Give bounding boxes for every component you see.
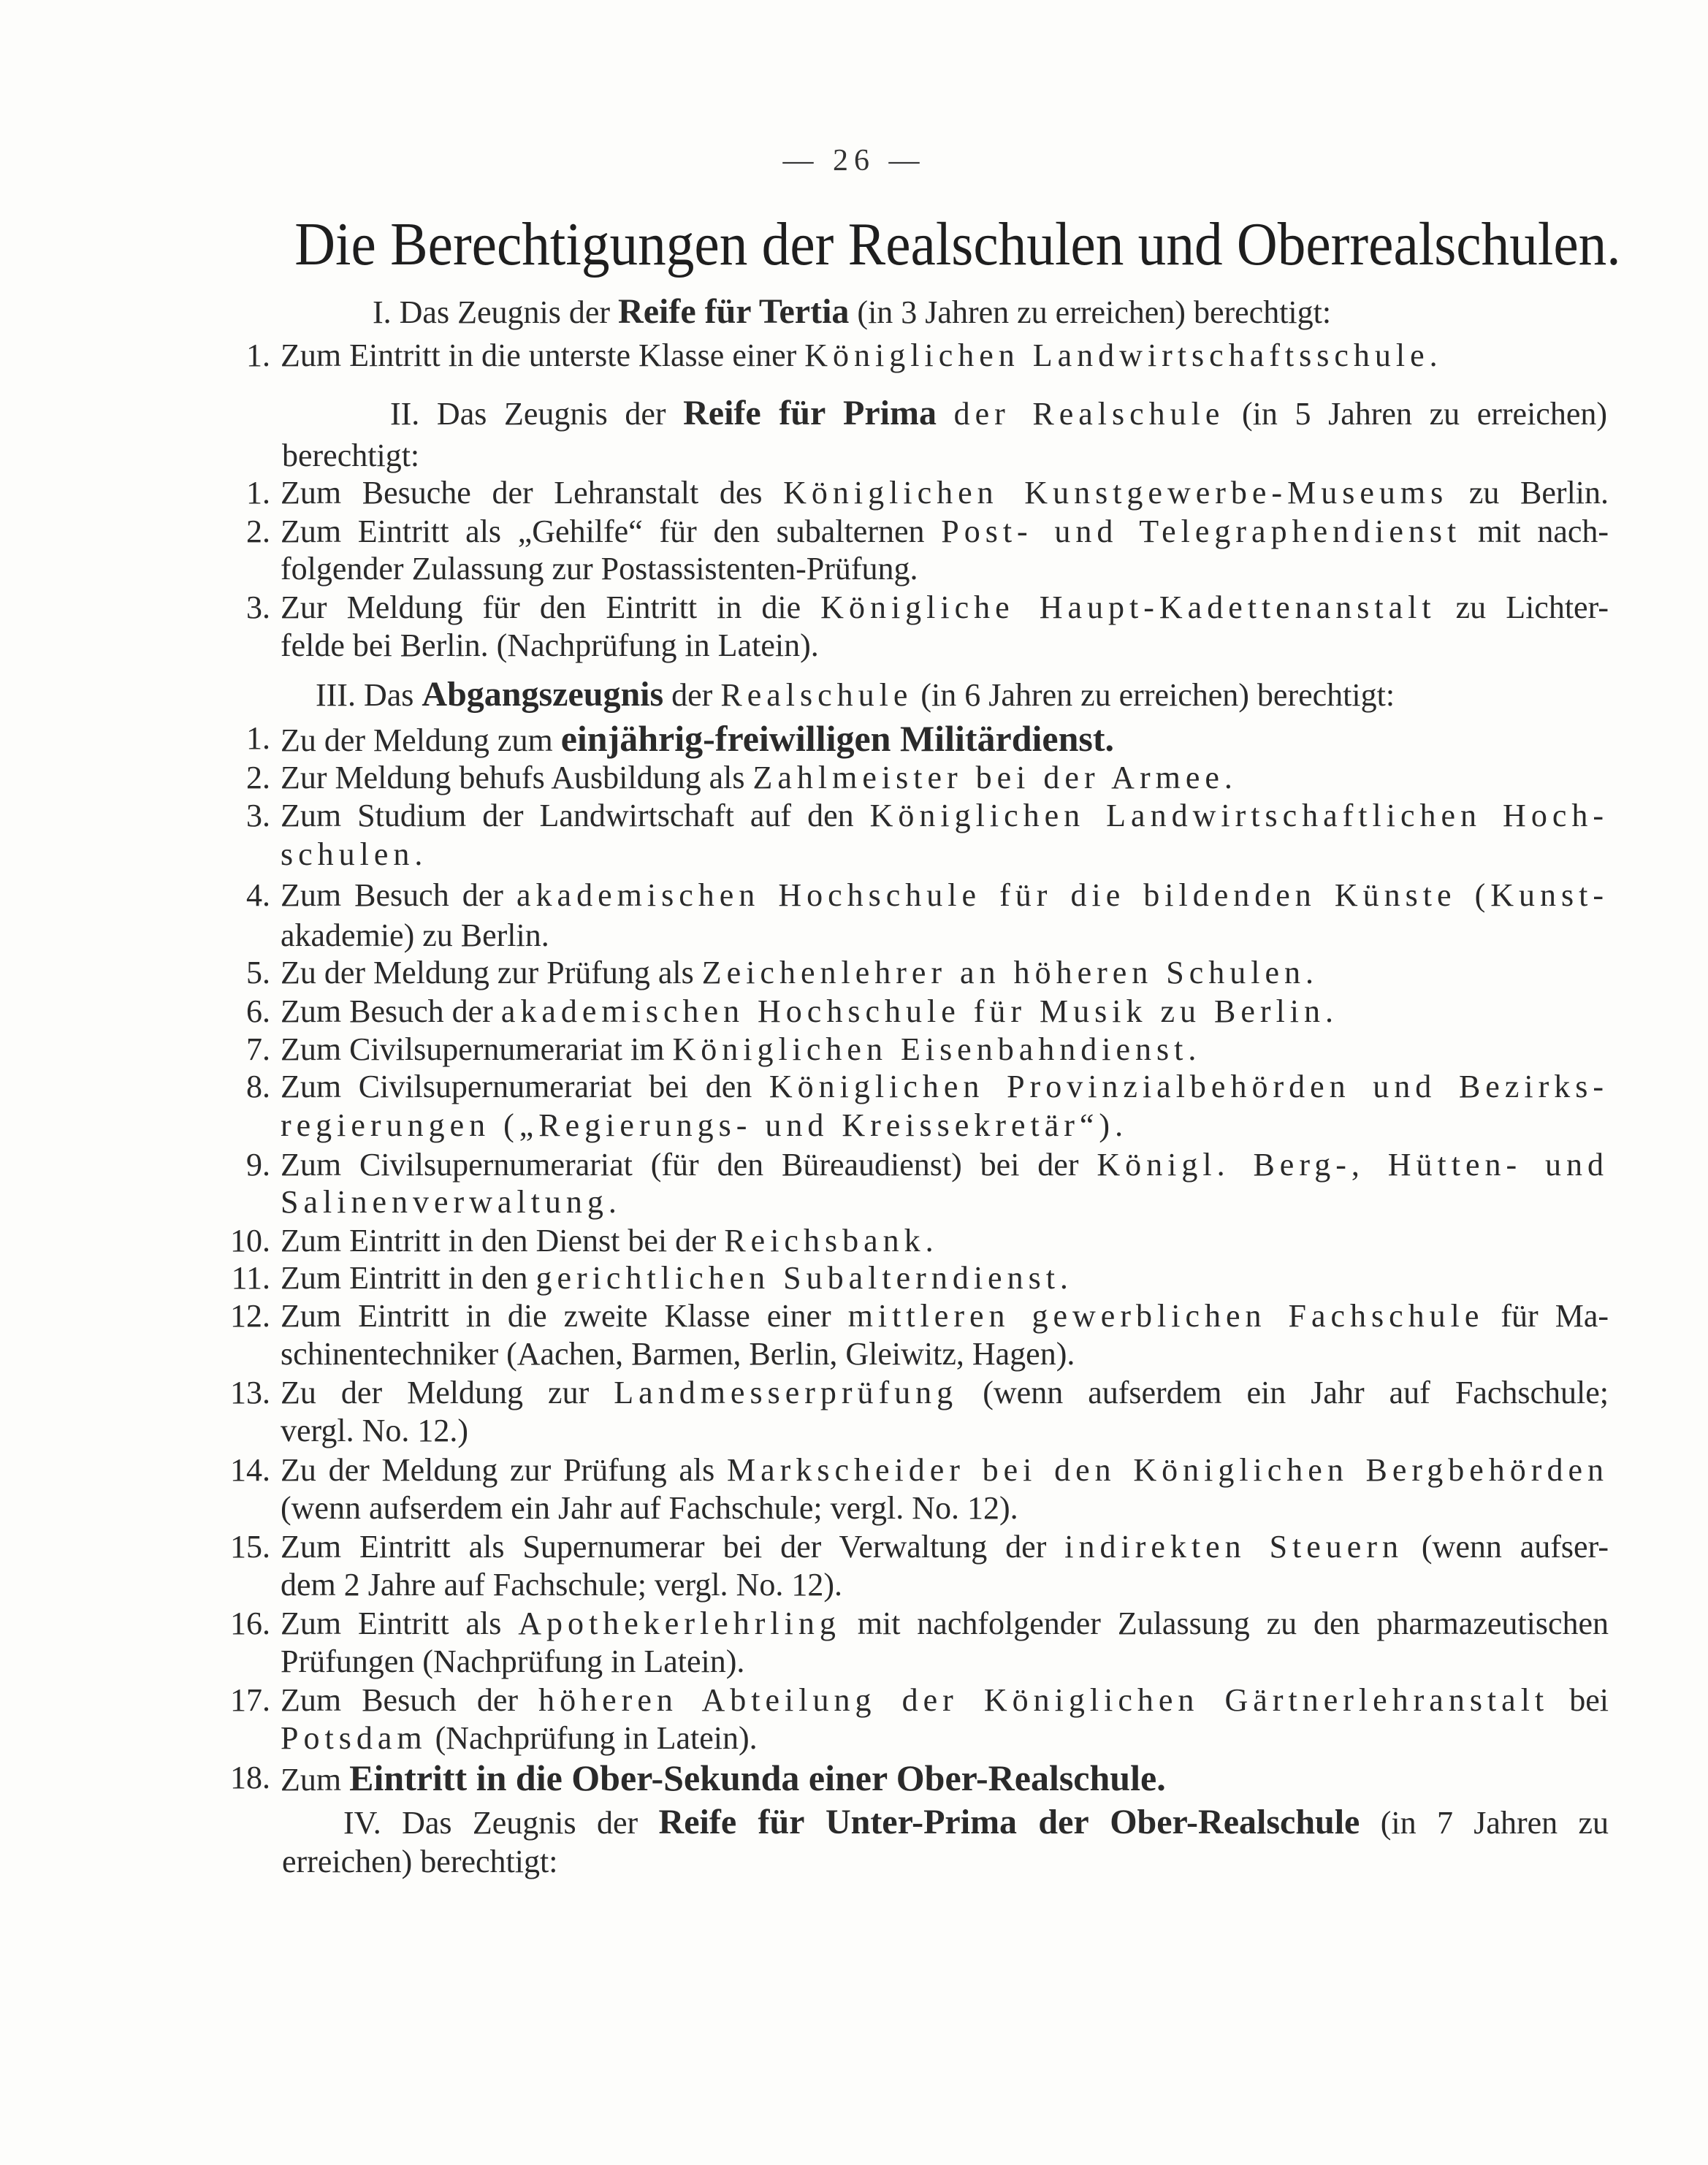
list-item: 2. Zum Eintritt als „Gehilfe“ für den subalternen Post- und Telegraphendienst mit nach- bbox=[246, 513, 1609, 549]
list-item-cont: Prüfungen (Nachprüfung in Latein). bbox=[281, 1643, 745, 1679]
list-item: 16. Zum Eintritt als Apothekerlehrling mit nachfolgender Zulassung zu den pharmazeutischen bbox=[230, 1605, 1609, 1641]
list-item-cont: dem 2 Jahre auf Fachschule; vergl. No. 12). bbox=[281, 1567, 842, 1603]
list-item: 5. Zu der Meldung zur Prüfung als Zeichenlehrer an höheren Schulen. bbox=[246, 955, 1319, 990]
list-item: 17. Zum Besuch der höheren Abteilung der Königlichen Gärtnerlehranstalt bei bbox=[230, 1682, 1609, 1718]
list-item: 15. Zum Eintritt als Supernumerar bei der Verwaltung der indirekten Steuern (wenn aufser- bbox=[230, 1529, 1609, 1565]
list-item: 8. Zum Civilsupernumerariat bei den Königlichen Provinzialbehörden und Bezirks- bbox=[246, 1069, 1609, 1104]
section-2-intro-cont: berechtigt: bbox=[282, 438, 420, 473]
section-2-intro: II. Das Zeugnis der Reife für Prima der Realschule (in 5 Jahren zu erreichen) bbox=[390, 394, 1607, 432]
page-title: Die Berechtigungen der Realschulen und Oberrealschulen. bbox=[294, 210, 1621, 278]
list-item: 11. Zum Eintritt in den gerichtlichen Subalterndienst. bbox=[231, 1260, 1073, 1296]
section-4-intro: IV. Das Zeugnis der Reife für Unter-Prima der Ober-Realschule (in 7 Jahren zu bbox=[343, 1803, 1609, 1841]
list-item: 10. Zum Eintritt in den Dienst bei der Reichsbank. bbox=[230, 1223, 939, 1259]
list-item: 12. Zum Eintritt in die zweite Klasse einer mittleren gewerblichen Fachschule für Ma- bbox=[230, 1298, 1609, 1334]
list-item: 2. Zur Meldung behufs Ausbildung als Zahlmeister bei der Armee. bbox=[246, 760, 1238, 795]
section-3-intro: III. Das Abgangszeugnis der Realschule (in 6 Jahren zu erreichen) berechtigt: bbox=[316, 675, 1395, 714]
list-item: 3. Zur Meldung für den Eintritt in die Königliche Haupt-Kadettenanstalt zu Lichter- bbox=[246, 589, 1609, 625]
list-item-cont: (wenn aufserdem ein Jahr auf Fachschule; vergl. No. 12). bbox=[281, 1490, 1018, 1526]
list-item: 18. Zum Eintritt in die Ober-Sekunda einer Ober-Realschule. bbox=[230, 1757, 1166, 1798]
list-item-cont: Salinenverwaltung. bbox=[281, 1184, 622, 1220]
list-item: 3. Zum Studium der Landwirtschaft auf den Königlichen Landwirtschaftlichen Hoch- bbox=[246, 798, 1609, 833]
list-item-cont: Potsdam (Nachprüfung in Latein). bbox=[281, 1720, 758, 1756]
list-item: 1. Zum Eintritt in die unterste Klasse einer Königlichen Landwirtschaftsschule. bbox=[246, 337, 1443, 373]
list-item-cont: felde bei Berlin. (Nachprüfung in Latein). bbox=[281, 627, 819, 663]
list-item: 4. Zum Besuch der akademischen Hochschule für die bildenden Künste (Kunst- bbox=[246, 877, 1609, 913]
list-item-cont: akademie) zu Berlin. bbox=[281, 917, 549, 953]
list-item: 9. Zum Civilsupernumerariat (für den Büreaudienst) bei der Königl. Berg-, Hütten- und bbox=[246, 1147, 1609, 1183]
list-item: 7. Zum Civilsupernumerariat im Königlichen Eisenbahndienst. bbox=[246, 1031, 1202, 1067]
list-item: 6. Zum Besuch der akademischen Hochschule für Musik zu Berlin. bbox=[246, 993, 1339, 1029]
list-item: 1. Zum Besuche der Lehranstalt des Königlichen Kunstgewerbe-Museums zu Berlin. bbox=[246, 475, 1609, 511]
list-item-cont: regierungen („Regierungs- und Kreissekretär“). bbox=[281, 1107, 1129, 1143]
list-item: 14. Zu der Meldung zur Prüfung als Markscheider bei den Königlichen Bergbehörden bbox=[230, 1452, 1609, 1488]
list-item: 1. Zu der Meldung zum einjährig-freiwilligen Militärdienst. bbox=[246, 718, 1115, 759]
section-4-intro-cont: erreichen) berechtigt: bbox=[282, 1844, 558, 1879]
list-item-cont: schulen. bbox=[281, 836, 428, 872]
list-item: 13. Zu der Meldung zur Landmesserprüfung (wenn aufserdem ein Jahr auf Fachschule; bbox=[230, 1375, 1609, 1410]
list-item-cont: vergl. No. 12.) bbox=[281, 1413, 469, 1448]
section-1-intro: I. Das Zeugnis der Reife für Tertia (in 3 Jahren zu erreichen) berechtigt: bbox=[373, 292, 1332, 331]
list-item-cont: schinentechniker (Aachen, Barmen, Berlin, Gleiwitz, Hagen). bbox=[281, 1336, 1075, 1372]
list-item-cont: folgender Zulassung zur Postassistenten-Prüfung. bbox=[281, 551, 918, 587]
page-number: — 26 — bbox=[782, 144, 926, 177]
